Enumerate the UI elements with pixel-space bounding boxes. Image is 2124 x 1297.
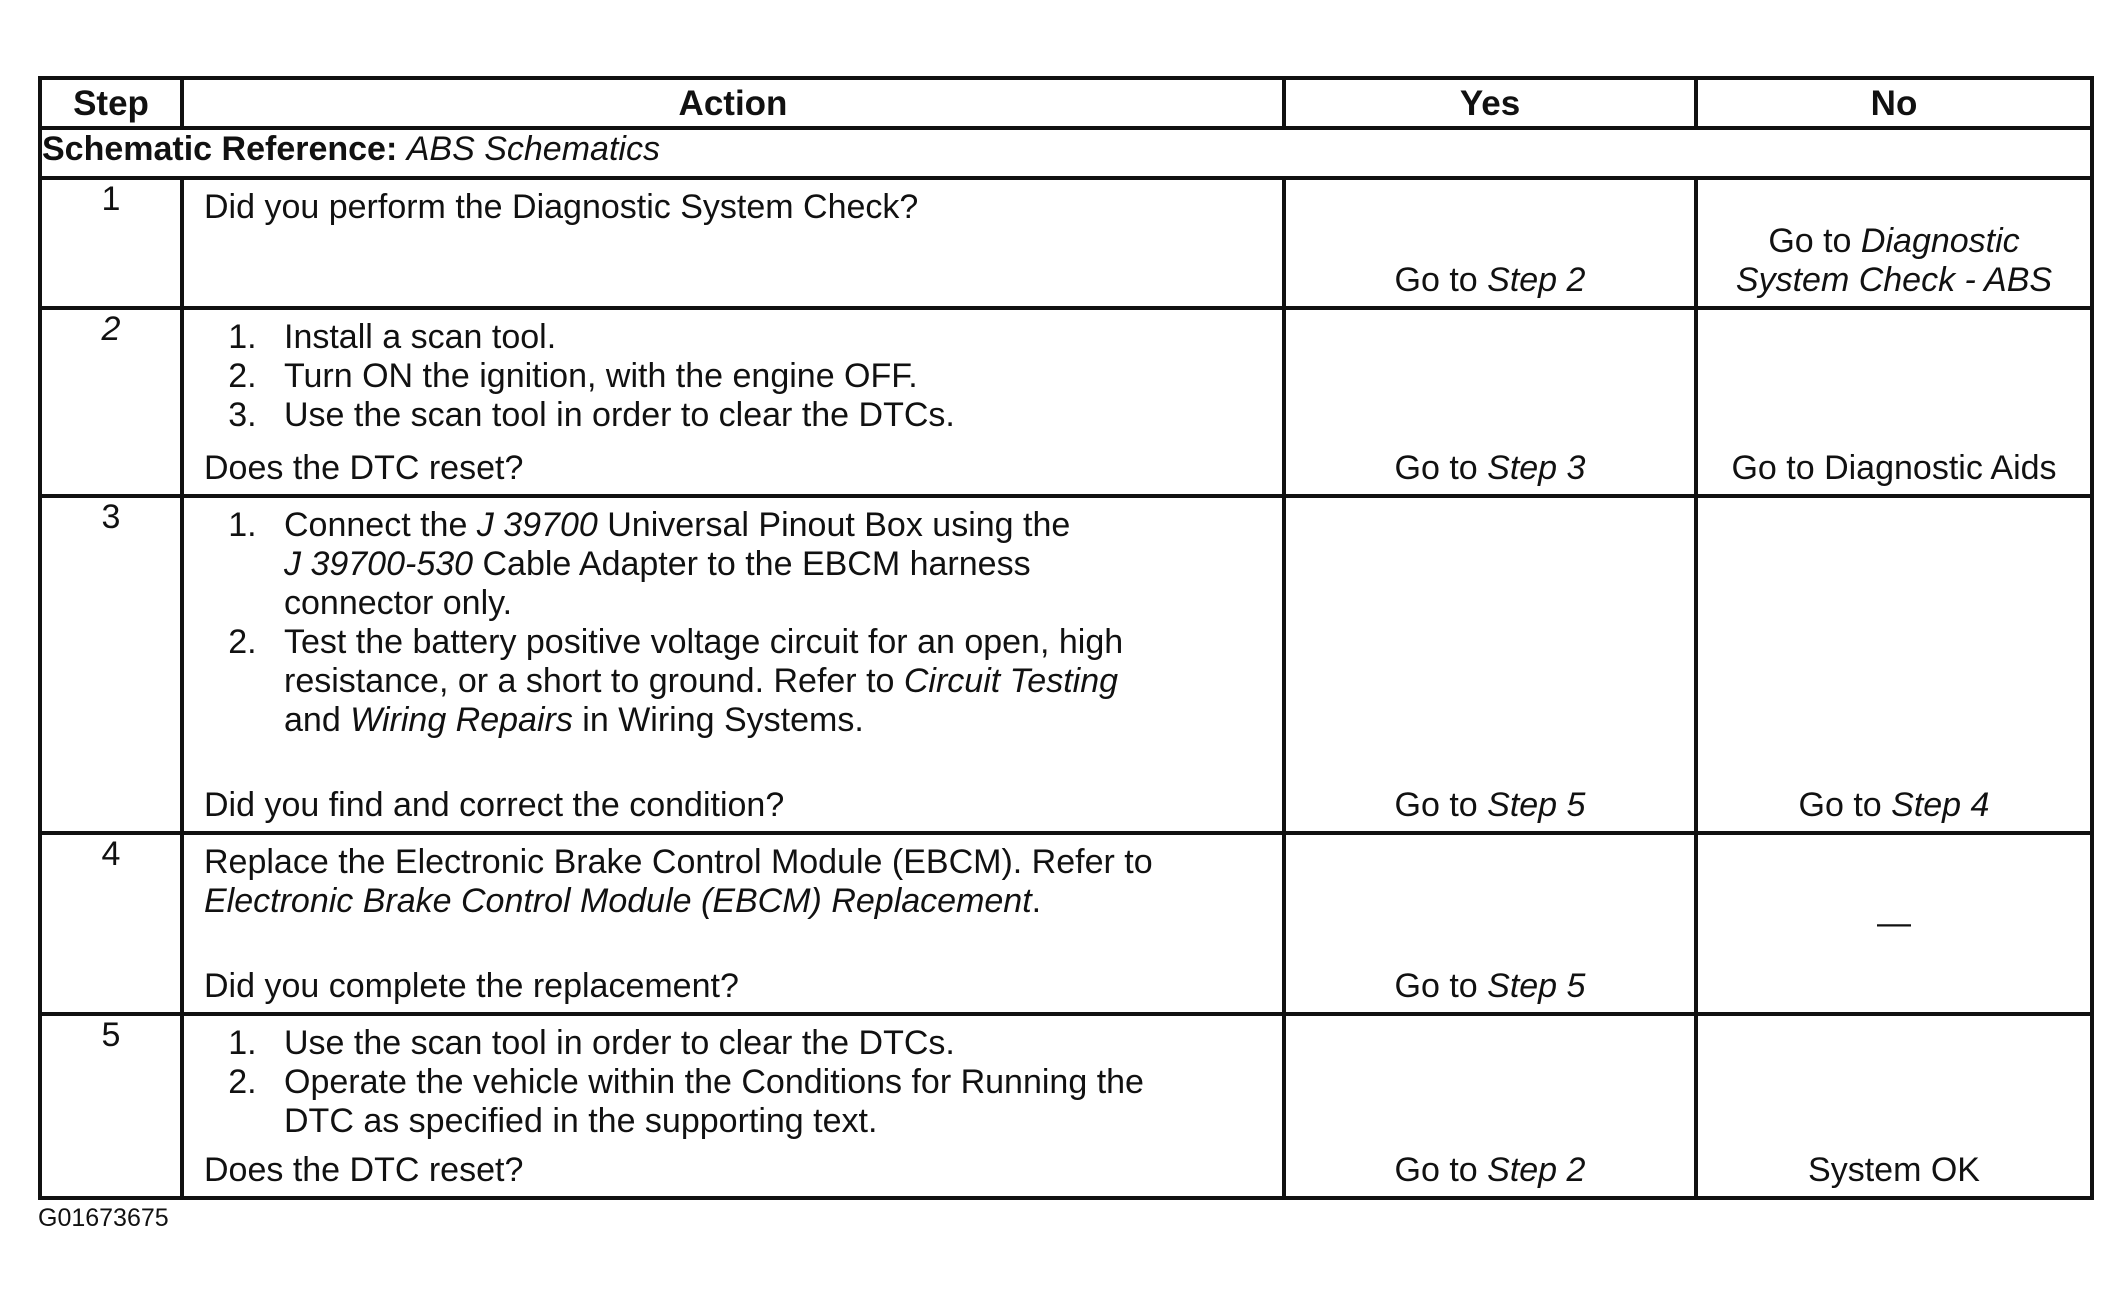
action-instruction: Replace the Electronic Brake Control Module (EBCM). Refer to	[204, 843, 1153, 881]
table-row	[40, 308, 2092, 496]
header-step: Step	[40, 78, 182, 128]
action-content	[184, 1016, 1282, 1196]
list-item: 2. Turn ON the ignition, with the engine OFF.	[266, 357, 1272, 396]
yes-cell	[1284, 496, 1696, 833]
action-question: Did you perform the Diagnostic System Check?	[204, 188, 919, 226]
tool-reference: J 39700-530	[284, 545, 474, 583]
yes-result	[1286, 261, 1694, 300]
yes-prefix: Go to	[1394, 1151, 1488, 1189]
list-item: 1. Install a scan tool.	[266, 318, 1272, 357]
figure-id: G01673675	[38, 1204, 169, 1232]
no-result	[1698, 786, 2090, 825]
action-steps-list	[204, 318, 1272, 435]
list-item: 1. Connect the J 39700 Universal Pinout Box using the J 39700-530 Cable Adapter to the EBCM harness connector only.	[266, 506, 1272, 623]
no-prefix: Go to	[1798, 786, 1892, 824]
no-result	[1698, 222, 2090, 300]
yes-result	[1286, 786, 1694, 825]
list-item: 2. Test the battery positive voltage circuit for an open, high resistance, or a short to ground. Refer to Circuit Testing and Wiring Repairs in Wiring Systems.	[266, 623, 1272, 740]
no-link-line2[interactable]: System Check - ABS	[1735, 261, 2053, 299]
no-result[interactable]: Go to Diagnostic Aids	[1731, 449, 2057, 487]
yes-step-link[interactable]: Step 2	[1487, 1151, 1586, 1189]
step-number: 4	[40, 833, 182, 1014]
schematic-reference-link[interactable]: ABS Schematics	[406, 130, 660, 168]
step-number: 5	[40, 1014, 182, 1198]
list-item: 1. Use the scan tool in order to clear the DTCs.	[266, 1024, 1152, 1063]
procedure-link[interactable]: Circuit Testing	[903, 662, 1119, 700]
table-row	[40, 496, 2092, 833]
no-cell	[1696, 1014, 2092, 1198]
action-question: Does the DTC reset?	[204, 1151, 524, 1189]
no-cell	[1696, 496, 2092, 833]
action-question: Did you find and correct the condition?	[204, 786, 785, 824]
action-cell	[182, 308, 1284, 496]
action-cell	[182, 496, 1284, 833]
header-row	[40, 78, 2092, 128]
yes-cell	[1284, 308, 1696, 496]
action-instruction-ref: Electronic Brake Control Module (EBCM) Replacement.	[204, 882, 1042, 920]
no-result-dash: —	[1877, 904, 1911, 942]
procedure-link[interactable]: Electronic Brake Control Module (EBCM) Replacement	[204, 882, 1032, 920]
yes-result	[1286, 967, 1694, 1006]
yes-prefix: Go to	[1394, 261, 1488, 299]
yes-cell	[1284, 833, 1696, 1014]
table-row	[40, 178, 2092, 308]
no-prefix: Go to	[1768, 222, 1861, 260]
no-link-line1[interactable]: Diagnostic	[1860, 222, 2020, 260]
table-row	[40, 833, 2092, 1014]
yes-result	[1286, 449, 1694, 488]
step-number: 2	[40, 308, 182, 496]
yes-step-link[interactable]: Step 5	[1487, 967, 1586, 1005]
no-cell	[1696, 308, 2092, 496]
no-cell	[1696, 833, 2092, 1014]
list-item: 2. Operate the vehicle within the Conditions for Running the DTC as specified in the supporting text.	[266, 1063, 1152, 1141]
yes-cell	[1284, 1014, 1696, 1198]
table-row	[40, 1014, 2092, 1198]
diagnostic-table	[38, 76, 2094, 1200]
action-content	[184, 835, 1282, 1012]
tool-reference: J 39700	[476, 506, 598, 544]
yes-prefix: Go to	[1394, 449, 1488, 487]
yes-prefix: Go to	[1394, 967, 1488, 1005]
header-yes: Yes	[1284, 78, 1696, 128]
action-question: Does the DTC reset?	[204, 449, 524, 487]
no-step-link[interactable]: Step 4	[1891, 786, 1990, 824]
yes-step-link[interactable]: Step 5	[1487, 786, 1586, 824]
procedure-link[interactable]: Wiring Repairs	[350, 701, 573, 739]
action-content	[184, 180, 1282, 306]
action-content	[184, 310, 1282, 494]
yes-result	[1286, 1151, 1694, 1190]
header-no: No	[1696, 78, 2092, 128]
list-item: 3. Use the scan tool in order to clear the DTCs.	[266, 396, 1272, 435]
action-steps-list	[204, 1024, 1272, 1141]
action-cell	[182, 178, 1284, 308]
header-action: Action	[182, 78, 1284, 128]
action-steps-list	[204, 506, 1272, 740]
action-content	[184, 498, 1282, 831]
action-cell	[182, 833, 1284, 1014]
diagnostic-table-container	[38, 76, 2090, 1200]
yes-step-link[interactable]: Step 2	[1487, 261, 1586, 299]
action-question: Did you complete the replacement?	[204, 967, 739, 1005]
yes-cell	[1284, 178, 1696, 308]
step-number: 3	[40, 496, 182, 833]
schematic-reference	[40, 128, 2092, 178]
yes-step-link[interactable]: Step 3	[1487, 449, 1586, 487]
action-cell	[182, 1014, 1284, 1198]
step-number: 1	[40, 178, 182, 308]
no-cell	[1696, 178, 2092, 308]
yes-prefix: Go to	[1394, 786, 1488, 824]
schematic-reference-row	[40, 128, 2092, 178]
schematic-reference-label: Schematic Reference:	[42, 130, 398, 168]
no-result: System OK	[1808, 1151, 1980, 1189]
